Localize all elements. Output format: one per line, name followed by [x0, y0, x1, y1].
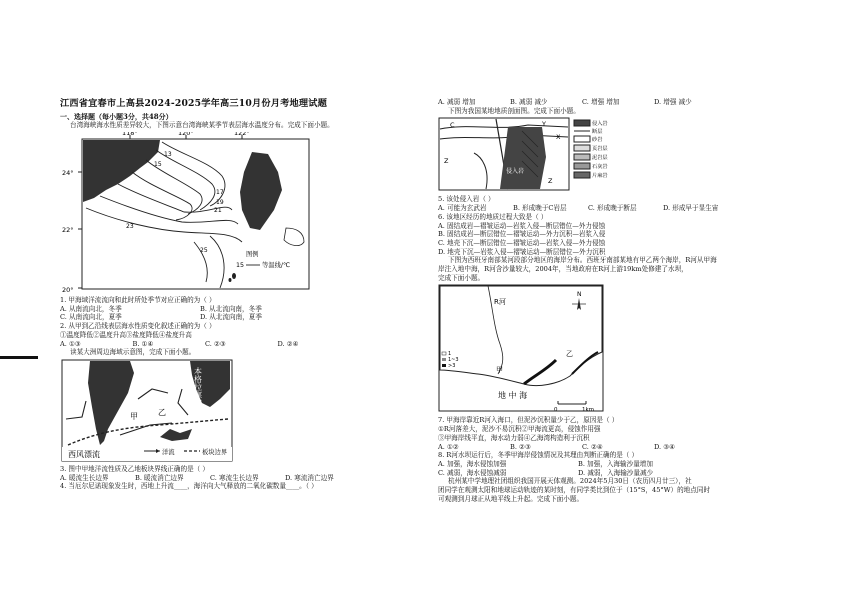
continent-currents-map [60, 359, 380, 463]
isotherm-label: 13 [164, 151, 172, 159]
q1-option-b: B. 从北流向南，冬季 [200, 304, 262, 313]
legend-value: 15 [236, 262, 245, 270]
intro-paragraph: 读某大洲周边海域示意图，完成下面小题。 [70, 348, 196, 357]
q5-option-d: D. 形成早于显生宙 [663, 204, 719, 213]
coast-svg [438, 284, 638, 414]
lon-label: 118° [122, 132, 138, 138]
intro-paragraph: 杭州某中学地理社团组织我国开展天体观测。2024年5月30日（农历四月廿三），社 [448, 477, 692, 486]
coast-label: 乙 [566, 350, 573, 359]
currents-svg [60, 359, 380, 463]
question-5-stem: 5. 该处侵入岩（ ） [438, 195, 495, 204]
point-label: 甲 [130, 412, 138, 421]
q6-option-b: B. 固结成岩—断层错位—褶皱运动—外力沉积—岩浆入侵 [438, 230, 606, 239]
section-label: Z [548, 177, 553, 186]
geologic-svg [438, 117, 638, 193]
q6-option-a: A. 固结成岩—褶皱运动—岩浆入侵—断层错位—外力侵蚀 [438, 221, 606, 230]
legend-current: 洋流 [162, 449, 175, 456]
intro-paragraph: 岸注入地中海，R河含沙量较大，2004年，当地政府在R河上游19km处修建了水坝， [438, 265, 688, 274]
current-label: 秘鲁寒流 [63, 373, 73, 405]
spain-coast-map [438, 284, 726, 414]
section-label: Y [542, 120, 546, 129]
isotherm-label: 23 [126, 223, 134, 231]
page-title: 江西省宜春市上高县2024-2025学年高三10月份月考地理试题 [60, 98, 328, 109]
question-6-stem: 6. 该地区经历的地质过程大致是（ ） [438, 212, 548, 221]
legend-item: 1 [448, 351, 452, 358]
margin-rule [0, 356, 38, 359]
section-label: Z [444, 157, 449, 166]
taiwan-strait-map [60, 132, 380, 294]
section-label: C [450, 121, 455, 130]
legend-item: 片麻岩 [592, 173, 608, 180]
coast-label: 甲 [496, 366, 503, 375]
question-7-line: ①R河落差大，泥沙不易沉积②甲海流更高，侵蚀作用强 [438, 425, 601, 434]
scale-label: 1km [582, 407, 595, 414]
q3-option-d: D. 寒流消亡边界 [285, 473, 334, 482]
lat-label: 22° [62, 226, 74, 235]
section-label: 侵入岩 [506, 168, 525, 176]
legend-item: >3 [448, 363, 456, 370]
legend-item: 页岩层 [592, 146, 608, 153]
question-2-stem: 2. 从甲到乙沿线表层海水性质变化叙述正确的为（ ） [60, 322, 216, 331]
intro-paragraph: 可观测到月球正从地平线上升起。完成下面小题。 [438, 494, 584, 503]
legend-text: 等温线/℃ [262, 262, 291, 270]
isotherm-label: 25 [200, 247, 208, 255]
q7-option-d: D. ③④ [654, 442, 676, 451]
question-7-stem: 7. 甲海岸靠近R河入海口，但泥沙沉积量少于乙，原因是（ ） [438, 416, 619, 425]
q7-option-a: A. ①② [438, 442, 459, 451]
legend-item: 泥岩层 [592, 155, 608, 162]
intro-paragraph: 团同学在观测太阳和地球运动轨迹的某时刻，有同学类比到位于（15°S，45°W）的地点同时 [438, 486, 711, 495]
q8-option-d: D. 减弱，入海输沙量减少 [578, 468, 654, 477]
q6-option-c: C. 地壳下沉—断层错位—褶皱运动—岩浆入侵—外力侵蚀 [438, 238, 606, 247]
q3-option-c: C. 寒流生长边界 [210, 473, 259, 482]
q2-option-c: C. ②③ [205, 339, 226, 348]
q4-option-a: A. 减弱 增加 [438, 98, 476, 106]
section-label: X [556, 133, 561, 142]
question-2-line: ①温度降低②温度升高③盐度降低④盐度升高 [60, 330, 192, 339]
q8-option-a: A. 加强，海水侵蚀加强 [438, 459, 507, 468]
q4-option-c: C. 增强 增加 [582, 98, 620, 106]
q3-option-a: A. 暖流生长边界 [60, 473, 109, 482]
q8-option-c: C. 减弱，海水侵蚀减弱 [438, 468, 507, 477]
isotherm-label: 15 [154, 161, 162, 169]
q3-option-b: B. 暖流消亡边界 [135, 473, 184, 482]
q7-option-c: C. ②④ [582, 442, 603, 451]
intro-paragraph: 台湾海峡海水性质差异较大，下图示意台湾海峡某季节表层海水温度分布。完成下面小题。 [70, 121, 334, 130]
sea-label: 地 中 海 [498, 391, 528, 401]
q1-option-a: A. 从南流向北，冬季 [60, 304, 122, 313]
q5-option-a: A. 可能为玄武岩 [438, 204, 487, 213]
question-8-stem: 8. R河水坝运行后，冬季甲海岸侵蚀情况及其理由判断正确的是（ ） [438, 451, 639, 460]
q8-option-b: B. 加强，入海输沙量增加 [578, 459, 653, 468]
legend-plate: 板块边界 [202, 449, 228, 456]
lat-label: 24° [62, 169, 74, 178]
isotherm-label: 17 [216, 189, 224, 197]
q2-option-d: D. ②④ [277, 339, 299, 348]
q1-option-d: D. 从北流向南，夏季 [200, 313, 262, 322]
intro-paragraph: 下图为西班牙南部某河段部分地区的海岸分布。西班牙南部某地有甲乙两个海岸，R河从甲海 [448, 256, 717, 265]
question-3-stem: 3. 图中甲地洋流性质及乙地板块界线正确的是（ ） [60, 465, 209, 473]
legend-item: 砂岩 [592, 137, 603, 144]
left-column [60, 98, 380, 491]
legend-title: 图例 [246, 251, 259, 259]
legend-item: 石灰岩 [592, 164, 608, 171]
q2-option-b: B. ①④ [132, 339, 154, 348]
intro-paragraph: 下图为我国某地地质剖面图。完成下面小题。 [448, 106, 580, 115]
intro-paragraph: 完成下面小题。 [438, 273, 485, 282]
current-label: 本格拉寒流 [193, 367, 203, 407]
question-1-stem: 1. 甲海域洋流流向和此时所处季节对应正确的为（ ） [60, 296, 216, 305]
q1-option-c: C. 从南流向北，夏季 [60, 313, 122, 322]
q4-option-b: B. 减弱 减少 [510, 98, 548, 106]
q2-option-a: A. ①③ [60, 339, 81, 348]
isotherm-label: 21 [214, 207, 222, 215]
question-4-stem: 4. 当厄尔尼诺现象发生时，西地上升流____，海洋向大气释放的二氧化碳数量____。（ ） [60, 482, 318, 491]
question-7-line: ③甲海岸线平直，海水动力弱④乙海湾构造利于沉积 [438, 433, 590, 442]
legend-item: 1~3 [448, 357, 459, 364]
q4-option-d: D. 增强 减少 [654, 98, 692, 106]
q5-option-c: C. 形成晚于断层 [588, 204, 637, 213]
current-label: 西风漂流 [68, 450, 100, 459]
lon-label: 120° [178, 132, 194, 138]
legend-item: 侵入岩 [592, 121, 608, 128]
scale-label: 0 [554, 407, 558, 414]
isotherm-label: 19 [216, 199, 224, 207]
taiwan-strait-svg [60, 132, 380, 294]
north-label: N [577, 291, 582, 299]
q6-option-d: D. 地壳下沉—岩浆入侵—褶皱运动—断层错位—外力沉积 [438, 247, 606, 256]
section-heading: 一、选择题（每小题3分，共48分） [60, 112, 173, 122]
right-column [438, 98, 726, 503]
river-label: R河 [494, 298, 506, 307]
geologic-section [438, 117, 726, 193]
q5-option-b: B. 形成晚于C岩层 [513, 204, 567, 213]
q7-option-b: B. ②③ [510, 442, 531, 451]
legend-item: 断层 [592, 129, 603, 136]
lon-label: 122° [234, 132, 250, 138]
lat-label: 20° [62, 286, 74, 295]
point-label: 乙 [158, 408, 166, 417]
